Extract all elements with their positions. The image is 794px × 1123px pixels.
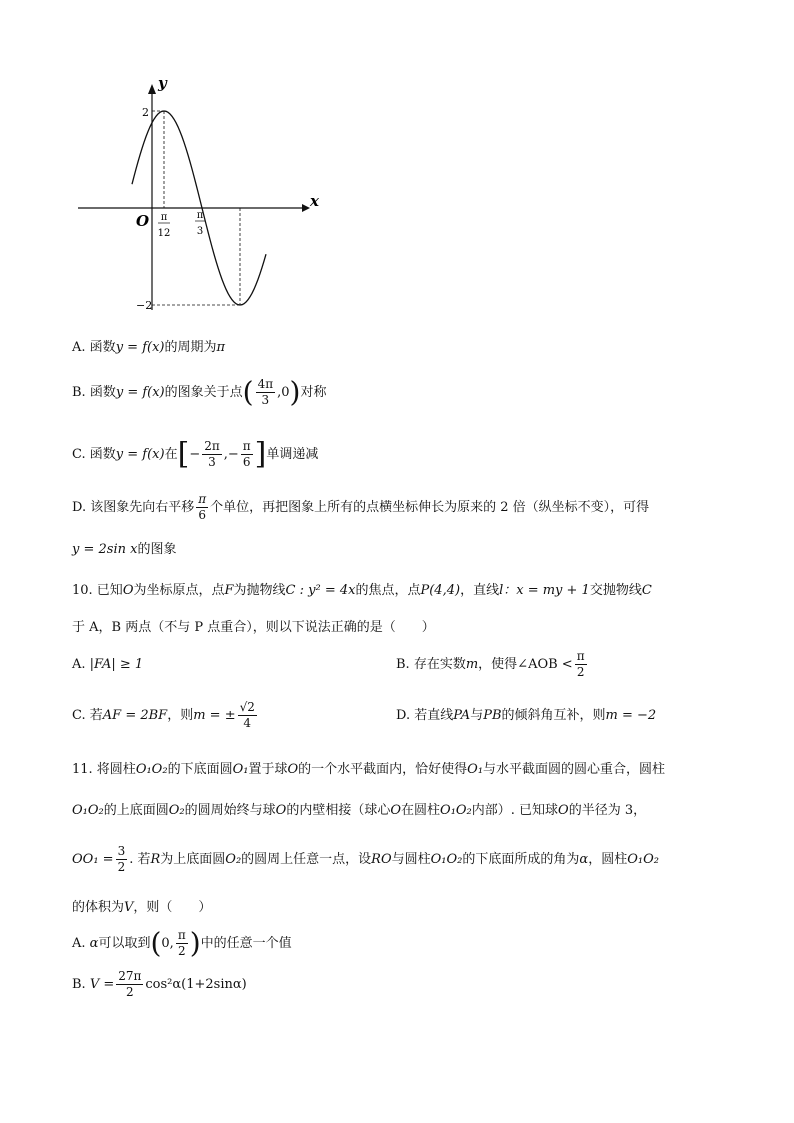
q11-option-b-tail: cos²α(1+2sinα) [145,977,247,992]
q11-line3-R: R [150,852,161,867]
q10-line1-eq: C : y² = 4x [285,583,356,598]
q9-option-b-den: 3 [261,393,270,407]
q11-line1-b: 的下底面圆 [167,762,233,777]
sine-graph [70,70,330,320]
q10-option-b-label: B. [396,657,410,672]
q10-option-b-num: π [576,649,585,663]
q11-line3-frac [116,844,128,875]
q11-option-b-num: 27π [118,969,142,983]
q10-option-b-den: 2 [576,665,585,679]
q11-line1-e: 与水平截面圆的圆心重合，圆柱 [483,762,666,777]
q10-line1-d: 的焦点，点 [355,583,421,598]
q9-option-c-label: C. [72,447,86,462]
q9-option-a-label: A. [72,340,86,355]
q9-option-d-tail: 的图象 [137,542,177,557]
q10-option-d-label: D. [396,708,411,723]
q11-option-a-tail: 中的任意一个值 [200,936,292,951]
q11-option-b[interactable] [72,966,247,1004]
x-tick-pi3-num: π [196,210,204,221]
q11-option-a-num: π [177,928,186,942]
q10-option-b-frac [575,649,587,680]
q9-option-d-label: D. [72,500,87,515]
q9-option-b-num: 4π [257,377,274,391]
q9-option-b-mid: 的图象关于点 [164,385,243,400]
q11-line3-alpha: α [579,852,589,867]
q10-line1-f: 交抛物线 [589,583,642,598]
q9-option-a-text: 函数 [89,340,116,355]
q9-option-c-num2: π [242,439,251,453]
q9-option-b-text: 函数 [89,385,116,400]
x-tick-pi12-num: π [160,212,168,223]
x-tick-pi12-den: 12 [157,228,171,239]
q9-option-c[interactable]: C. 函数y = f(x)在[− $\frac{2\pi}{3}$ ,− $\frac{\pi}{6}$ ]单调递减 [72,436,319,472]
q11-line2-d: 的内壁相接（球心 [286,803,391,818]
q11-line3-RO: RO [371,852,392,867]
q9-option-b[interactable] [72,374,326,412]
q11-line2-O: O [275,803,287,818]
q9-option-d-den: 6 [198,508,207,522]
q10-stem-line2 [72,618,435,638]
q9-option-c-rbrack: ] [254,436,267,472]
q9-option-b-frac [256,377,276,408]
q9-option-c-tail: 单调递减 [266,447,319,462]
q10-option-d-tail: 的倾斜角互补，则 [501,708,606,723]
q11-option-a-alpha: α [89,936,99,951]
q9-option-a[interactable] [72,338,225,358]
x-axis-arrow [302,204,310,212]
q11-stem-line3 [72,842,659,878]
q11-line4-a: 的体积为 [72,900,125,915]
q9-option-a-func: y = f(x) [115,340,165,355]
q9-option-c-lbrack: [ [177,436,190,472]
q10-option-b-m: m [465,657,479,672]
q11-stem-line4 [72,898,211,918]
q10-option-d-pb: PB [483,708,502,723]
q11-option-b-V: V = [89,977,115,992]
q11-line1-O: O [287,762,299,777]
q11-line1-o1b: O₁ [467,762,484,777]
q9-option-c-func: y = f(x) [115,447,165,462]
q10-option-c-num: √2 [239,700,255,714]
q10-line1-l: l：x = my + 1 [499,583,590,598]
q10-line1-e: ，直线 [460,583,500,598]
q11-option-b-frac [116,969,143,1000]
q11-line3-f: 的下底面所成的角为 [462,852,580,867]
q10-option-c-eq: AF = 2BF [102,708,168,723]
q11-option-a-text: 可以取到 [98,936,151,951]
q11-line2-b: 的上底面圆 [103,803,169,818]
q11-line3-den: 2 [117,860,126,874]
q11-line1-o1: O₁ [232,762,249,777]
q10-line1-O: O [122,583,134,598]
q10-line2: 于 A，B 两点（不与 P 点重合），则以下说法正确的是（ ） [72,620,435,635]
q9-option-c-mid: 在 [164,447,178,462]
q9-option-a-val: π [216,340,226,355]
q11-line2-o1o2b: O₁O₂ [440,803,472,818]
q11-line3-d: 的圆周上任意一点，设 [241,852,372,867]
q11-line3-g: ，圆柱 [588,852,628,867]
q11-line3-o1o2b: O₁O₂ [627,852,659,867]
q10-line1-b: 为坐标原点，点 [133,583,225,598]
y-axis-label: y [158,74,167,92]
q11-line1-a: 11. 将圆柱 [72,762,136,777]
q10-option-d-m: m = −2 [605,708,657,723]
x-tick-pi3-den: 3 [196,226,204,237]
q9-option-b-label: B. [72,385,86,400]
q9-option-b-point-tail: ,0 [277,385,290,400]
q10-option-a[interactable] [72,655,143,675]
q11-line1-d: 的一个水平截面内，恰好使得 [298,762,468,777]
q10-option-b-text: 存在实数 [413,657,466,672]
q11-line1-o1o2: O₁O₂ [135,762,168,777]
q10-line1-F: F [224,583,234,598]
q11-line2-O2: O [390,803,402,818]
q9-option-d-line2 [72,540,176,560]
q10-option-c-m: m = ± [193,708,236,723]
q11-option-a-lparen: ( [150,926,162,960]
q10-option-b[interactable] [396,648,589,682]
y-axis-arrow [148,84,156,94]
q10-line1-C: C [641,583,652,598]
q11-line2-c: 的圆周始终与球 [184,803,276,818]
q9-option-d-line1[interactable] [72,490,649,526]
q11-line3-num: 3 [117,844,126,858]
origin-label: O [136,212,150,230]
q11-stem-line1 [72,760,665,780]
y-max-label: 2 [142,106,149,119]
q11-option-a-frac [176,928,188,959]
q11-line3-o2: O₂ [225,852,242,867]
q9-option-b-lparen: ( [242,375,254,409]
q11-line2-e: 在圆柱 [401,803,441,818]
q11-line2-f: 内部）. 已知球 [471,803,559,818]
q9-option-d-frac [196,492,208,523]
q9-option-d-formula: y = 2sin x [72,542,138,557]
q10-option-c-text: 若 [89,708,103,723]
q10-option-a-text: |FA| ≥ 1 [89,657,144,672]
y-min-label: −2 [136,299,153,312]
q11-line4-V: V [124,900,134,915]
x-axis-label: x [310,192,319,210]
q9-option-c-frac1 [202,439,222,470]
q10-stem-line1 [72,581,652,601]
q10-line1-c: 为抛物线 [233,583,286,598]
q11-line1-c: 置于球 [248,762,288,777]
q9-option-b-tail: 对称 [300,385,327,400]
q10-option-c-mid: ，则 [167,708,194,723]
q9-option-c-den2: 6 [242,455,251,469]
q9-option-c-text: 函数 [89,447,116,462]
q10-option-a-label: A. [72,657,86,672]
q9-option-c-num1: 2π [204,439,220,453]
q10-option-d-mid: 与 [470,708,484,723]
q11-option-b-den: 2 [126,985,134,999]
q11-option-a-label: A. [72,936,86,951]
q10-option-b-mid: ，使得∠AOB < [478,657,573,672]
q11-line2-g: 的半径为 3， [568,803,647,818]
q11-option-a-rparen: ) [189,926,201,960]
q11-option-b-label: B. [72,977,86,992]
q10-option-d-pa: PA [453,708,471,723]
q9-option-b-rparen: ) [289,375,301,409]
q11-line2-o2: O₂ [168,803,185,818]
q11-line2-o1o2: O₁O₂ [72,803,104,818]
q10-option-d-text: 若直线 [414,708,454,723]
q11-line3-c: 为上底面圆 [160,852,226,867]
q10-option-c[interactable] [72,698,259,734]
q9-option-d-num: π [198,492,207,506]
q11-line2-O3: O [558,803,569,818]
q11-line3-e: 与圆柱 [391,852,431,867]
q10-option-c-den: 4 [243,716,252,730]
q11-stem-line2 [72,801,646,821]
q11-line3-o1o2: O₁O₂ [430,852,463,867]
q9-option-b-func: y = f(x) [115,385,165,400]
q11-line3-b: . 若 [129,852,151,867]
q9-option-c-frac2 [241,439,253,470]
q11-option-a-interval-left: 0, [161,936,174,951]
q9-option-d-text2: 个单位，再把图象上所有的点横坐标伸长为原来的 2 倍（纵坐标不变），可得 [210,500,650,515]
q9-option-a-tail: 的周期为 [164,340,217,355]
q11-option-a[interactable] [72,926,292,962]
q10-line1-a: 10. 已知 [72,583,123,598]
q10-option-d[interactable] [396,706,656,726]
q10-option-c-frac [238,700,257,731]
q9-option-d-text1: 该图象先向右平移 [90,500,195,515]
q11-line3-oo1: OO₁ = [72,852,114,867]
q10-line1-P: P(4,4) [420,583,461,598]
q11-line4-b: ，则（ ） [133,900,212,915]
q11-option-a-den: 2 [177,944,186,958]
q10-option-c-label: C. [72,708,86,723]
q9-option-c-den1: 3 [208,455,216,469]
